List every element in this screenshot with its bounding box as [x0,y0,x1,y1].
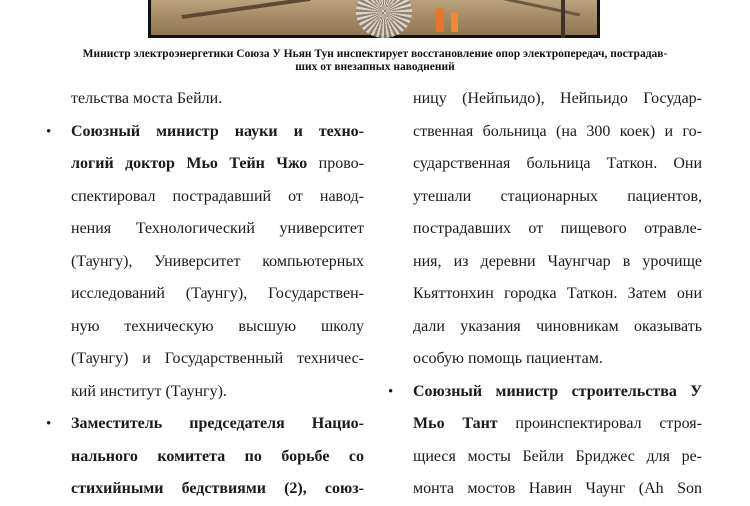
paragraph-continuation: тельства моста Бейли. [71,90,223,107]
right-column [388,83,702,506]
photo-caption [30,48,720,74]
text-line: Заместитель председателя Нацио- [71,415,364,432]
bold-text: Союзный министр науки и техно- [71,122,364,140]
bold-text: логий доктор Мьо Тейн Чжо [71,155,308,172]
photo-worker [451,12,458,32]
text-line: ницу (Нейпьидо), Нейпьидо Государ- [413,90,702,107]
photo-pole [561,0,565,38]
left-column [46,83,364,506]
text-line: стихийными бедствиями (2), союз- [71,480,364,497]
text-line: пострадавших от пищевого отравле- [413,220,702,237]
text-line: сударственная больница Таткон. Они [413,155,702,172]
text-line: нального комитета по борьбе со [71,447,364,465]
caption-line: ших от внезапных наводнений [295,61,455,73]
text-line [388,376,702,409]
text-line: Кьяттонхин городка Таткон. Затем они [413,285,702,302]
list-item [46,408,364,506]
photo-beam [181,0,310,19]
bullet: • [46,416,52,432]
text-line: спектировал пострадавший от навод- [71,187,364,205]
bold-text: Мьо Тант [413,415,498,432]
text-line: кий институт (Таунгу). [71,382,227,400]
text-line: ния, из деревни Чаунгчар в урочище [413,252,702,270]
news-photo [148,0,600,38]
bullet: • [46,123,52,140]
text: прово- [307,155,364,172]
text-line: нения Технологический университет [71,220,364,237]
text-line [46,148,364,181]
photo-cable-drum [356,0,412,38]
text-line: ную техническую высшую школу [71,317,364,335]
text-line: дали указания чиновникам оказывать [413,317,702,335]
text-line: (Таунгу) и Государственный техничес- [71,350,364,367]
photo-worker [436,8,444,32]
text-line: монта мостов Навин Чаунг (Ah Son [413,480,702,497]
text-line [46,116,364,149]
text-line: ственная больница (на 300 коек) и го- [413,122,702,140]
list-item [388,376,702,506]
bold-text: Союзный министр строительства У [413,382,702,400]
text-line: (Таунгу), Университет компьютерных [71,252,364,270]
bullet: • [388,383,394,400]
list-item [46,116,364,409]
caption-line: Министр электроэнергетики Союза У Ньян Тун инспектирует восстановление опор электропередач, пострадав- [82,48,668,60]
text-line: утешали стационарных пациентов, [413,187,702,205]
text: проинспектировал строя- [497,415,702,432]
text-line: особую помощь пациентам. [413,350,603,367]
text-line [388,408,702,441]
text-line: исследований (Таунгу), Государствен- [71,285,364,302]
text-line: щиеся мосты Бейли Бриджес для ре- [413,447,702,465]
